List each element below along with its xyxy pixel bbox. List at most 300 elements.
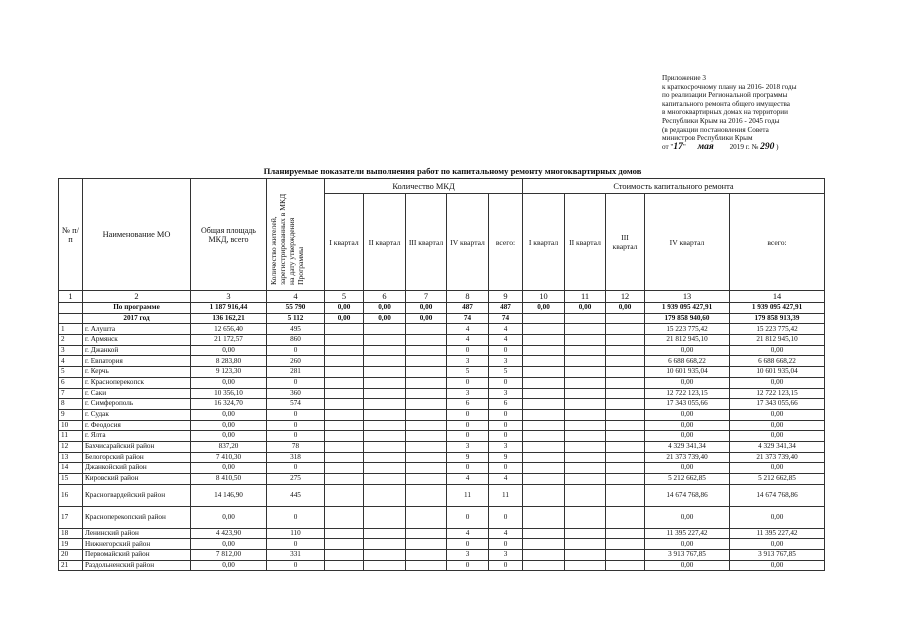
cell-cost-total: 0,00 <box>730 431 825 442</box>
cell-mkd-q1 <box>325 550 364 561</box>
cell-mkd-q3 <box>406 506 447 528</box>
cell-cost-q1 <box>523 560 565 571</box>
cell-cost-q2 <box>565 399 606 410</box>
cell-cost-q4: 0,00 <box>645 409 730 420</box>
cell-cost-q1 <box>523 528 565 539</box>
cell-mkd-q4: 4 <box>447 474 489 485</box>
cell-area: 7 812,00 <box>191 550 267 561</box>
cell-mkd-total: 0 <box>489 409 523 420</box>
cell-residents: 55 790 <box>267 303 325 314</box>
handwritten-day: 17 <box>673 141 683 152</box>
cell-residents: 0 <box>267 420 325 431</box>
approval-line: Республики Крым на 2016 - 2045 годы <box>662 116 780 125</box>
cell-cost-q4: 3 913 767,85 <box>645 550 730 561</box>
cell-num: 1 <box>59 324 83 335</box>
cell-area: 0,00 <box>191 506 267 528</box>
cell-area: 0,00 <box>191 420 267 431</box>
cell-cost-q1 <box>523 484 565 506</box>
cell-mkd-q1 <box>325 452 364 463</box>
cell-mkd-q1 <box>325 484 364 506</box>
cell-residents: 0 <box>267 539 325 550</box>
table-row <box>59 388 825 399</box>
cell-cost-total: 10 601 935,04 <box>730 367 825 378</box>
cell-mkd-total: 5 <box>489 367 523 378</box>
cell-cost-total: 0,00 <box>730 463 825 474</box>
cell-cost-total: 14 674 768,86 <box>730 484 825 506</box>
cell-num: 13 <box>59 452 83 463</box>
cell-cost-q2 <box>565 463 606 474</box>
table-row <box>59 463 825 474</box>
cell-mkd-q1 <box>325 431 364 442</box>
cell-mkd-q3 <box>406 377 447 388</box>
cell-mkd-total: 0 <box>489 377 523 388</box>
cell-cost-total: 3 913 767,85 <box>730 550 825 561</box>
cell-mkd-q2 <box>364 399 406 410</box>
cell-cost-q1 <box>523 452 565 463</box>
header-mkd-q3: III квартал <box>406 194 447 291</box>
cell-mkd-q4: 4 <box>447 324 489 335</box>
approval-line: по реализации Региональной программы <box>662 91 788 100</box>
cell-cost-q4: 10 601 935,04 <box>645 367 730 378</box>
cell-num <box>59 303 83 314</box>
cell-mkd-q3 <box>406 345 447 356</box>
approval-line: в многоквартирных домах на территории <box>662 108 788 117</box>
cell-cost-q4: 4 329 341,34 <box>645 441 730 452</box>
cell-mkd-q1 <box>325 345 364 356</box>
cell-mkd-q4: 0 <box>447 539 489 550</box>
cell-residents: 0 <box>267 345 325 356</box>
cell-cost-total: 4 329 341,34 <box>730 441 825 452</box>
cell-mkd-q2 <box>364 356 406 367</box>
cell-mkd-q2 <box>364 474 406 485</box>
cell-mkd-q4: 74 <box>447 313 489 324</box>
handwritten-month: мая <box>697 141 714 152</box>
header-group-mkd: Количество МКД <box>325 179 523 194</box>
cell-residents: 574 <box>267 399 325 410</box>
cell-residents: 110 <box>267 528 325 539</box>
cell-cost-q2 <box>565 441 606 452</box>
cell-cost-q4: 14 674 768,86 <box>645 484 730 506</box>
cell-mkd-total: 0 <box>489 431 523 442</box>
cell-cost-q2 <box>565 474 606 485</box>
table-row <box>59 484 825 506</box>
date-prefix: от " <box>662 142 674 151</box>
cell-mkd-total: 74 <box>489 313 523 324</box>
table-row <box>59 356 825 367</box>
cell-cost-total: 0,00 <box>730 345 825 356</box>
cell-num: 21 <box>59 560 83 571</box>
table-row <box>59 506 825 528</box>
cell-mkd-q4: 11 <box>447 484 489 506</box>
column-number: 9 <box>489 291 523 303</box>
cell-cost-q1 <box>523 313 565 324</box>
cell-mkd-total: 0 <box>489 506 523 528</box>
cell-cost-q1 <box>523 420 565 431</box>
cell-cost-q1 <box>523 506 565 528</box>
cell-mkd-total: 3 <box>489 441 523 452</box>
header-cost-q2: II квартал <box>565 194 606 291</box>
table-row <box>59 409 825 420</box>
cell-mkd-q3 <box>406 463 447 474</box>
cell-cost-q4: 21 373 739,40 <box>645 452 730 463</box>
cell-residents: 78 <box>267 441 325 452</box>
cell-area: 10 356,10 <box>191 388 267 399</box>
cell-mkd-q3 <box>406 420 447 431</box>
cell-cost-q1 <box>523 345 565 356</box>
cell-cost-q3 <box>606 313 645 324</box>
municipality-rows <box>59 324 825 571</box>
cell-cost-q1 <box>523 388 565 399</box>
cell-area: 0,00 <box>191 345 267 356</box>
cell-area: 8 410,50 <box>191 474 267 485</box>
cell-mkd-total: 3 <box>489 550 523 561</box>
cell-mkd-q4: 3 <box>447 441 489 452</box>
cell-cost-q2 <box>565 528 606 539</box>
header-cost-q1: I квартал <box>523 194 565 291</box>
cell-num: 7 <box>59 388 83 399</box>
approval-line: Приложение 3 <box>662 74 706 82</box>
cell-cost-q2 <box>565 420 606 431</box>
cell-name: 2017 год <box>83 313 191 324</box>
approval-line: капитального ремонта общего имущества <box>662 99 790 108</box>
cell-cost-q1 <box>523 356 565 367</box>
cell-area: 16 324,70 <box>191 399 267 410</box>
cell-num: 15 <box>59 474 83 485</box>
table-row <box>59 324 825 335</box>
cell-cost-total: 0,00 <box>730 409 825 420</box>
column-number: 14 <box>730 291 825 303</box>
column-number: 11 <box>565 291 606 303</box>
cell-mkd-q4: 487 <box>447 303 489 314</box>
cell-cost-total: 0,00 <box>730 377 825 388</box>
cell-mkd-q3 <box>406 409 447 420</box>
cell-cost-q4: 0,00 <box>645 463 730 474</box>
approval-line: министров Республики Крым <box>662 134 753 143</box>
cell-mkd-q3: 0,00 <box>406 313 447 324</box>
table-row <box>59 420 825 431</box>
cell-mkd-q2 <box>364 441 406 452</box>
date-year: 2019 г. № <box>729 142 759 151</box>
cell-mkd-q2: 0,00 <box>364 313 406 324</box>
cell-area: 0,00 <box>191 463 267 474</box>
column-number: 5 <box>325 291 364 303</box>
cell-cost-q4: 12 722 123,15 <box>645 388 730 399</box>
cell-mkd-q3 <box>406 399 447 410</box>
cell-mkd-total: 11 <box>489 484 523 506</box>
cell-mkd-q1 <box>325 441 364 452</box>
cell-name: Ленинский район <box>83 528 191 539</box>
cell-mkd-q3: 0,00 <box>406 303 447 314</box>
cell-mkd-q4: 0 <box>447 431 489 442</box>
approval-block <box>662 74 862 151</box>
cell-cost-q3 <box>606 474 645 485</box>
column-number-row <box>59 291 825 303</box>
cell-area: 21 172,57 <box>191 335 267 346</box>
summary-rows <box>59 303 825 324</box>
cell-mkd-total: 4 <box>489 474 523 485</box>
cell-mkd-q3 <box>406 528 447 539</box>
cell-mkd-q1 <box>325 399 364 410</box>
approval-line: (в редакции постановления Совета <box>662 125 769 134</box>
approval-date-line: от "17" мая 2019 г. № 290 ) <box>662 141 779 152</box>
header-cost-total: всего: <box>730 194 825 291</box>
header-mkd-q2: II квартал <box>364 194 406 291</box>
cell-mkd-q3 <box>406 452 447 463</box>
cell-num: 9 <box>59 409 83 420</box>
cell-mkd-q1 <box>325 324 364 335</box>
cell-cost-q4: 0,00 <box>645 345 730 356</box>
cell-mkd-q2 <box>364 388 406 399</box>
cell-cost-q2 <box>565 313 606 324</box>
cell-cost-q1 <box>523 399 565 410</box>
cell-area: 9 123,30 <box>191 367 267 378</box>
cell-mkd-q1 <box>325 420 364 431</box>
cell-cost-total: 12 722 123,15 <box>730 388 825 399</box>
cell-cost-q2 <box>565 345 606 356</box>
cell-cost-q3 <box>606 356 645 367</box>
approval-line: к краткосрочному плану на 2016- 2018 годы <box>662 82 797 91</box>
header-cost-q4: IV квартал <box>645 194 730 291</box>
cell-cost-q3 <box>606 441 645 452</box>
cell-residents: 0 <box>267 463 325 474</box>
cell-cost-q1 <box>523 377 565 388</box>
cell-mkd-q1 <box>325 335 364 346</box>
summary-row <box>59 303 825 314</box>
cell-area: 12 656,40 <box>191 324 267 335</box>
cell-cost-q2 <box>565 506 606 528</box>
cell-mkd-q4: 3 <box>447 356 489 367</box>
cell-name: г. Красноперекопск <box>83 377 191 388</box>
cell-name: Кировский район <box>83 474 191 485</box>
cell-name: г. Симферополь <box>83 399 191 410</box>
table-row <box>59 560 825 571</box>
cell-mkd-q3 <box>406 539 447 550</box>
cell-mkd-q1 <box>325 539 364 550</box>
cell-cost-q3 <box>606 335 645 346</box>
cell-mkd-q2 <box>364 345 406 356</box>
cell-mkd-q3 <box>406 356 447 367</box>
cell-cost-q3 <box>606 409 645 420</box>
cell-cost-total: 0,00 <box>730 539 825 550</box>
cell-name: г. Саки <box>83 388 191 399</box>
cell-num <box>59 313 83 324</box>
cell-mkd-q3 <box>406 474 447 485</box>
column-number: 13 <box>645 291 730 303</box>
column-number: 3 <box>191 291 267 303</box>
table-row <box>59 452 825 463</box>
cell-mkd-q2: 0,00 <box>364 303 406 314</box>
cell-cost-q4: 0,00 <box>645 431 730 442</box>
cell-cost-q1: 0,00 <box>523 303 565 314</box>
cell-name: Раздольненский район <box>83 560 191 571</box>
header-mkd-total: всего: <box>489 194 523 291</box>
cell-cost-q2 <box>565 539 606 550</box>
cell-name: г. Армянск <box>83 335 191 346</box>
cell-cost-q1 <box>523 431 565 442</box>
cell-mkd-q4: 6 <box>447 399 489 410</box>
cell-mkd-q1 <box>325 409 364 420</box>
cell-mkd-q4: 0 <box>447 560 489 571</box>
cell-residents: 360 <box>267 388 325 399</box>
cell-cost-q4: 0,00 <box>645 539 730 550</box>
cell-mkd-q1 <box>325 474 364 485</box>
cell-mkd-total: 0 <box>489 345 523 356</box>
cell-name: г. Алушта <box>83 324 191 335</box>
cell-mkd-q2 <box>364 484 406 506</box>
cell-residents: 0 <box>267 560 325 571</box>
cell-mkd-total: 9 <box>489 452 523 463</box>
cell-cost-q3 <box>606 560 645 571</box>
cell-cost-q3 <box>606 367 645 378</box>
cell-mkd-q4: 9 <box>447 452 489 463</box>
header-cost-q3: III квартал <box>606 194 645 291</box>
header-residents-text: Количество жителей, зарегистрированных в МКД на дату утверждения Программы <box>269 193 305 285</box>
table-row <box>59 474 825 485</box>
cell-cost-q2 <box>565 324 606 335</box>
cell-residents: 5 112 <box>267 313 325 324</box>
table-row <box>59 345 825 356</box>
cell-mkd-total: 3 <box>489 388 523 399</box>
cell-cost-q3 <box>606 345 645 356</box>
cell-cost-q3 <box>606 463 645 474</box>
cell-mkd-total: 4 <box>489 335 523 346</box>
cell-mkd-q3 <box>406 431 447 442</box>
cell-mkd-total: 487 <box>489 303 523 314</box>
cell-cost-q2 <box>565 560 606 571</box>
cell-mkd-total: 6 <box>489 399 523 410</box>
cell-num: 3 <box>59 345 83 356</box>
column-number: 7 <box>406 291 447 303</box>
cell-cost-total: 0,00 <box>730 420 825 431</box>
cell-cost-q2 <box>565 388 606 399</box>
cell-mkd-q4: 4 <box>447 335 489 346</box>
table-row <box>59 377 825 388</box>
cell-mkd-total: 0 <box>489 420 523 431</box>
cell-cost-q1 <box>523 324 565 335</box>
cell-num: 17 <box>59 506 83 528</box>
cell-area: 0,00 <box>191 539 267 550</box>
cell-mkd-q4: 5 <box>447 367 489 378</box>
cell-cost-q4: 0,00 <box>645 506 730 528</box>
cell-residents: 860 <box>267 335 325 346</box>
cell-cost-q1 <box>523 463 565 474</box>
cell-mkd-q1: 0,00 <box>325 303 364 314</box>
cell-mkd-q1 <box>325 463 364 474</box>
header-row-group <box>59 179 825 194</box>
cell-mkd-q3 <box>406 367 447 378</box>
cell-cost-total: 21 373 739,40 <box>730 452 825 463</box>
cell-mkd-q4: 0 <box>447 377 489 388</box>
cell-mkd-q2 <box>364 550 406 561</box>
table-row <box>59 528 825 539</box>
cell-num: 20 <box>59 550 83 561</box>
cell-cost-total: 5 212 662,85 <box>730 474 825 485</box>
cell-num: 14 <box>59 463 83 474</box>
summary-row <box>59 313 825 324</box>
table-row <box>59 431 825 442</box>
header-num: № п/п <box>59 179 83 291</box>
cell-cost-q2 <box>565 409 606 420</box>
column-number: 2 <box>83 291 191 303</box>
column-number: 8 <box>447 291 489 303</box>
cell-mkd-q3 <box>406 550 447 561</box>
cell-cost-total: 1 939 095 427,91 <box>730 303 825 314</box>
table-row <box>59 399 825 410</box>
cell-cost-q4: 21 812 945,10 <box>645 335 730 346</box>
cell-cost-total: 21 812 945,10 <box>730 335 825 346</box>
cell-mkd-total: 0 <box>489 560 523 571</box>
cell-mkd-q2 <box>364 420 406 431</box>
cell-cost-q4: 6 688 668,22 <box>645 356 730 367</box>
cell-residents: 275 <box>267 474 325 485</box>
table-row <box>59 550 825 561</box>
cell-mkd-q3 <box>406 324 447 335</box>
cell-cost-q4: 11 395 227,42 <box>645 528 730 539</box>
cell-cost-q1 <box>523 539 565 550</box>
data-table <box>58 178 825 571</box>
table-row <box>59 367 825 378</box>
cell-mkd-q4: 0 <box>447 345 489 356</box>
date-suffix: ) <box>776 142 779 151</box>
cell-area: 8 283,80 <box>191 356 267 367</box>
cell-cost-q1 <box>523 474 565 485</box>
cell-mkd-q2 <box>364 539 406 550</box>
page-title: Планируемые показатели выполнения работ по капитальному ремонту многоквартирных домов <box>263 166 642 176</box>
table-row <box>59 539 825 550</box>
header-area: Общая площадь МКД, всего <box>191 179 267 291</box>
cell-num: 18 <box>59 528 83 539</box>
cell-mkd-q4: 0 <box>447 506 489 528</box>
cell-area: 0,00 <box>191 431 267 442</box>
cell-cost-q1 <box>523 367 565 378</box>
cell-name: По программе <box>83 303 191 314</box>
cell-num: 19 <box>59 539 83 550</box>
cell-cost-q2: 0,00 <box>565 303 606 314</box>
cell-num: 4 <box>59 356 83 367</box>
cell-cost-total: 11 395 227,42 <box>730 528 825 539</box>
cell-mkd-q4: 3 <box>447 550 489 561</box>
cell-name: Нижнегорский район <box>83 539 191 550</box>
cell-cost-total: 0,00 <box>730 560 825 571</box>
handwritten-number: 290 <box>760 141 775 152</box>
cell-name: г. Керчь <box>83 367 191 378</box>
cell-mkd-q2 <box>364 506 406 528</box>
cell-cost-q1 <box>523 550 565 561</box>
cell-cost-q3 <box>606 452 645 463</box>
cell-name: Красногвардейский район <box>83 484 191 506</box>
cell-mkd-q1: 0,00 <box>325 313 364 324</box>
cell-cost-q3 <box>606 420 645 431</box>
cell-num: 12 <box>59 441 83 452</box>
cell-mkd-total: 4 <box>489 324 523 335</box>
cell-mkd-q1 <box>325 528 364 539</box>
cell-cost-q3 <box>606 550 645 561</box>
cell-mkd-q2 <box>364 528 406 539</box>
cell-num: 5 <box>59 367 83 378</box>
cell-mkd-q2 <box>364 463 406 474</box>
cell-cost-q2 <box>565 335 606 346</box>
cell-mkd-q2 <box>364 367 406 378</box>
cell-area: 14 146,90 <box>191 484 267 506</box>
column-number: 12 <box>606 291 645 303</box>
cell-mkd-total: 4 <box>489 528 523 539</box>
cell-num: 2 <box>59 335 83 346</box>
header-name: Наименование МО <box>83 179 191 291</box>
cell-residents: 331 <box>267 550 325 561</box>
cell-cost-q3 <box>606 431 645 442</box>
cell-cost-q3 <box>606 399 645 410</box>
cell-name: Джанкойский район <box>83 463 191 474</box>
